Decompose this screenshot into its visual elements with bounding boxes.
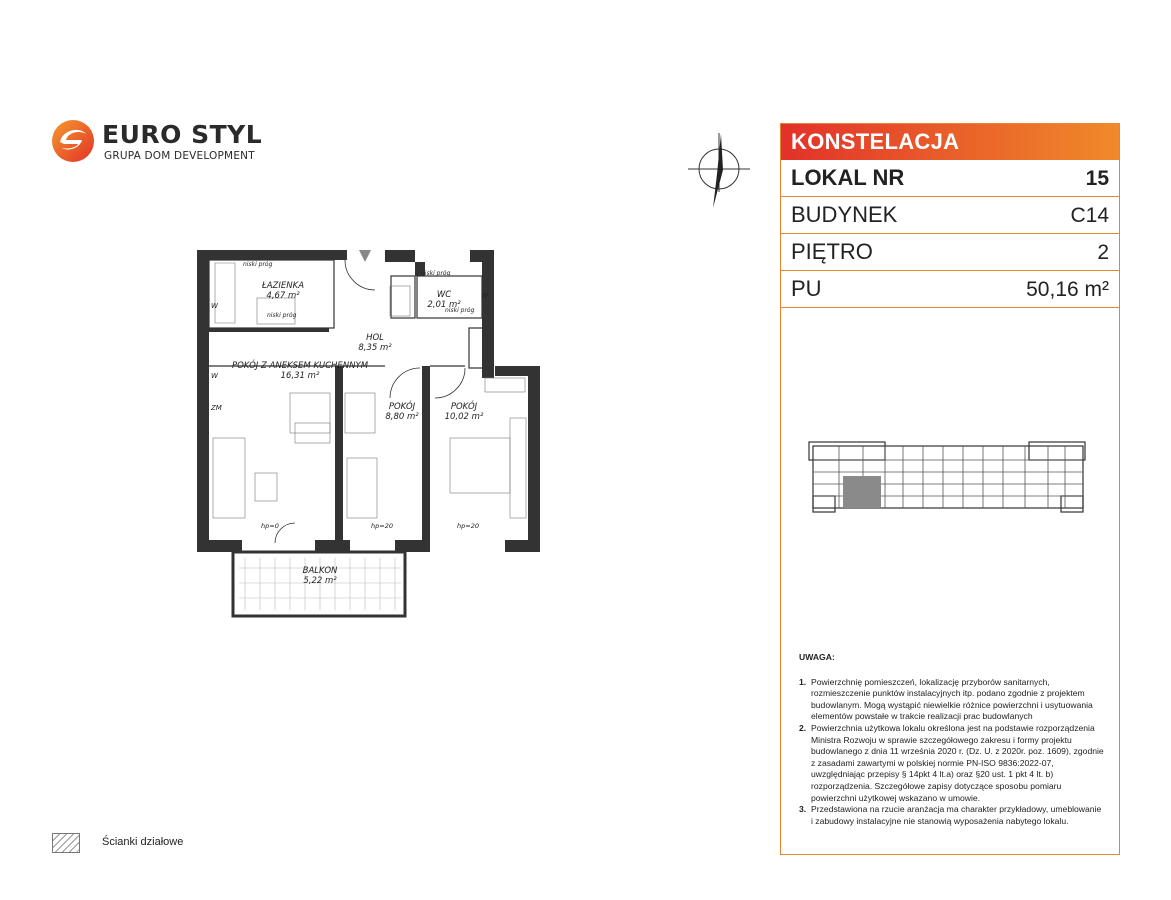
room-hall: HOL 8,35 m² (358, 333, 392, 353)
notes-section (799, 652, 1104, 827)
row-usable-area (781, 271, 1119, 308)
row-unit-number (781, 160, 1119, 197)
apartment-info-panel (780, 123, 1120, 855)
floor-label: PIĘTRO (791, 239, 873, 264)
floor-plan (195, 248, 545, 618)
building-key-plan (803, 432, 1093, 524)
threshold-label: niski próg (267, 312, 297, 319)
threshold-label: niski próg (421, 270, 451, 277)
threshold-label: niski próg (243, 261, 273, 268)
building-value: C14 (1070, 204, 1109, 227)
room-living-kitchen: POKÓJ Z ANEKSEM KUCHENNYM 16,31 m² (231, 361, 369, 381)
unit-number-value: 15 (1085, 167, 1109, 190)
row-floor (781, 234, 1119, 271)
note-item: 2. Powierzchnia użytkowa lokalu określona jest na podstawie rozporządzenia Ministra Rozwoju w sprawie szczegółowego zakresu i formy projektu budowlanego z dnia 11 września 2020 r. (Dz. U. z 2020r. poz. 1609), zgodnie z zasadami zawartymi w polskiej normie PN-ISO 9836:2022-07, uwzględniając przepisy § 14pkt 4 lt.a) oraz §20 ust. 1 pkt 4 lt. b) rozporządzenia. Szczegółowe zapisy dotyczące sposobu pomiaru powierzchni użytkowej wskazano w umowie. (799, 722, 1104, 803)
usable-area-value: 50,16 m² (1026, 278, 1109, 301)
hp0-label: hp=0 (261, 522, 279, 530)
threshold-label: niski próg (445, 307, 475, 314)
room-wc: WC 2,01 m² (427, 290, 461, 310)
usable-area-label: PU (791, 276, 822, 301)
room-bedroom-1: POKÓJ 8,80 m² (385, 402, 419, 422)
floor-value: 2 (1097, 241, 1109, 264)
w-label: W (481, 292, 488, 300)
room-bedroom-2: POKÓJ 10,02 m² (444, 402, 484, 422)
w-label: W (211, 372, 218, 380)
logo-mark-icon (50, 118, 96, 164)
note-item: 1. Powierzchnię pomieszczeń, lokalizację przyborów sanitarnych, rozmieszczenie punktów instalacyjnych itp. podano zgodnie z projektem budowlanym. Mogą wystąpić niewielkie różnice powierzchni i usytuowania elementów powstałe w trakcie realizacji prac budowlanych (799, 676, 1093, 722)
room-balcony: BALKON 5,22 m² (302, 566, 338, 586)
building-label: BUDYNEK (791, 202, 898, 227)
north-arrow-icon (688, 130, 750, 212)
row-building (781, 197, 1119, 234)
hp20-label: hp=20 (457, 522, 479, 530)
room-bathroom: ŁAZIENKA 4,67 m² (261, 281, 305, 301)
partition-wall-swatch (52, 833, 80, 853)
legend-label: Ścianki działowe (102, 836, 184, 848)
note-item: 3. Przedstawiona na rzucie aranżacja ma charakter przykładowy, umeblowanie i zabudowy instalacyjne nie stanowią wyposażenia nabytego lokalu. (799, 804, 1102, 826)
unit-number-label: LOKAL NR (791, 165, 905, 190)
investment-name: KONSTELACJA (781, 124, 1119, 160)
floor-plan-drawing (195, 248, 545, 618)
w-label: W (211, 302, 218, 310)
logo-brand-text: EURO STYL (102, 120, 263, 149)
zm-label: ZM (211, 404, 222, 412)
euro-styl-logo (50, 118, 280, 168)
hp20-label: hp=20 (371, 522, 393, 530)
notes-title: UWAGA: (799, 652, 835, 662)
highlighted-unit (843, 476, 881, 508)
logo-subtitle: GRUPA DOM DEVELOPMENT (104, 150, 255, 162)
